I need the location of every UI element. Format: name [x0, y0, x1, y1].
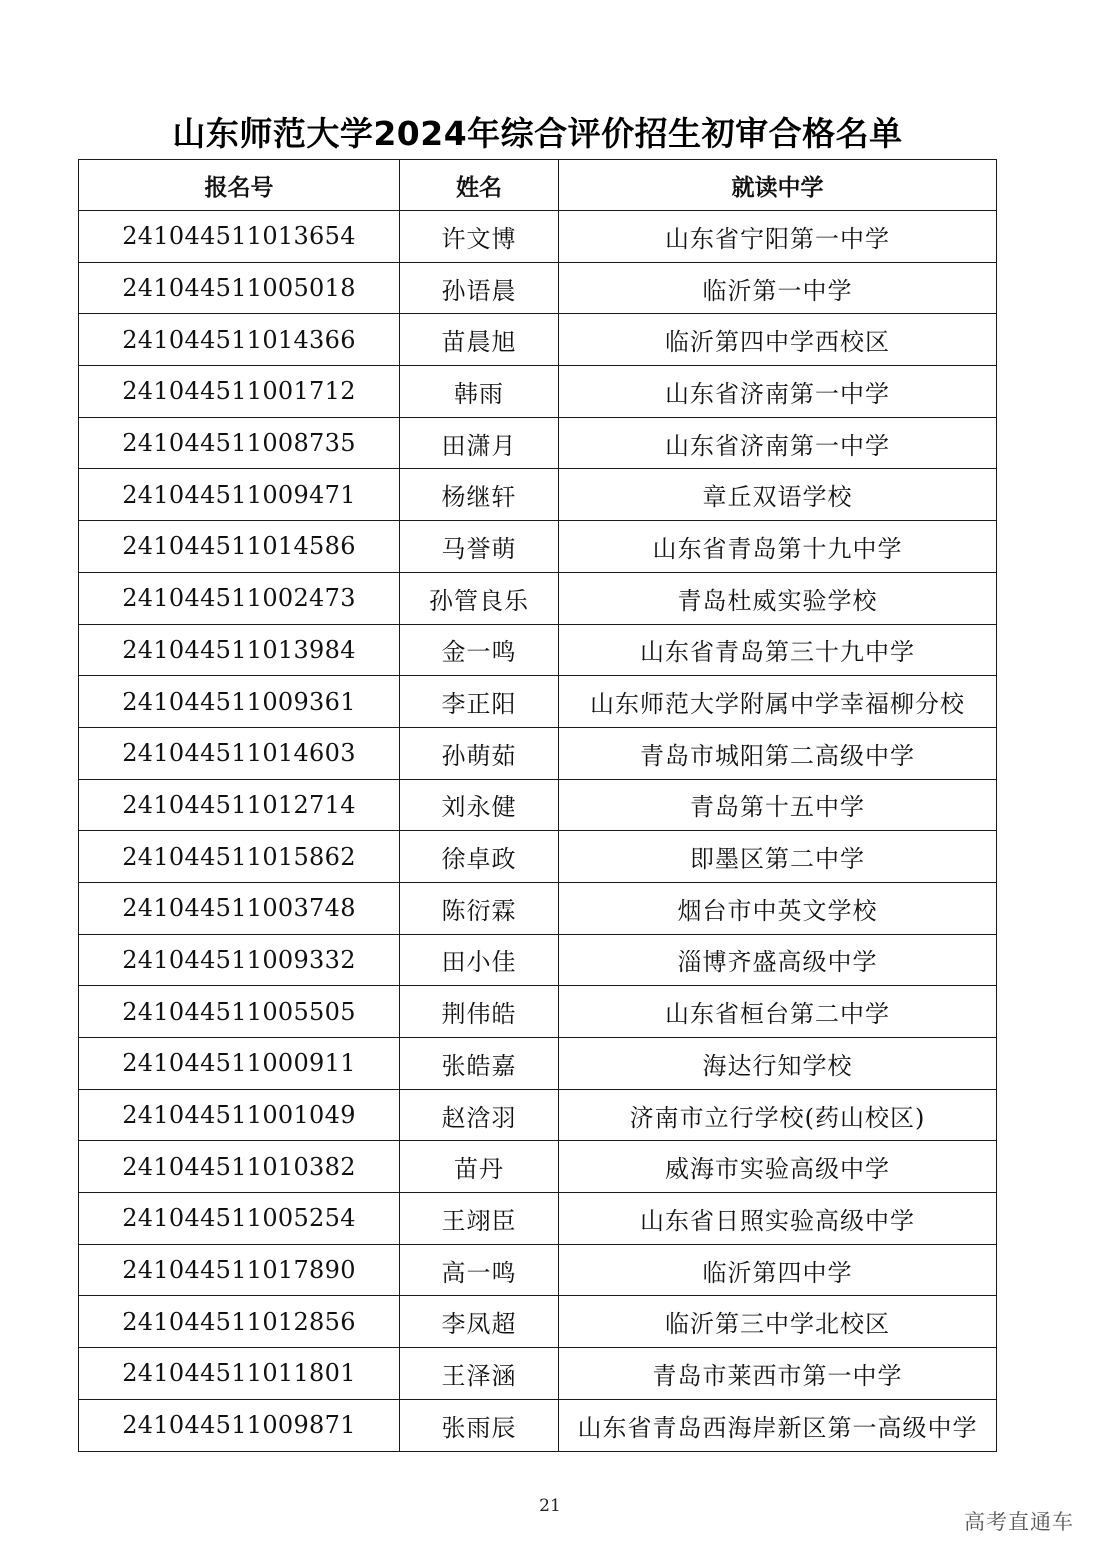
school-cell: 烟台市中英文学校 — [559, 882, 997, 934]
name-cell: 王翊臣 — [400, 1193, 559, 1245]
table-row — [79, 521, 997, 573]
registration-number-cell: 241044511010382 — [79, 1141, 400, 1193]
table-row — [79, 1296, 997, 1348]
name-cell: 张皓嘉 — [400, 1038, 559, 1090]
name-cell: 孙萌茹 — [400, 727, 559, 779]
name-cell: 马誉萌 — [400, 521, 559, 573]
name-cell: 张雨辰 — [400, 1399, 559, 1451]
table-row — [79, 469, 997, 521]
registration-number-cell: 241044511012856 — [79, 1296, 400, 1348]
name-cell: 韩雨 — [400, 366, 559, 418]
school-cell: 山东省桓台第二中学 — [559, 986, 997, 1038]
header-registration-number: 报名号 — [79, 160, 400, 211]
name-cell: 苗丹 — [400, 1141, 559, 1193]
table-row — [79, 1089, 997, 1141]
name-cell: 刘永健 — [400, 779, 559, 831]
table-row — [79, 572, 997, 624]
registration-number-cell: 241044511005505 — [79, 986, 400, 1038]
registration-number-cell: 241044511003748 — [79, 882, 400, 934]
table-row — [79, 1141, 997, 1193]
registration-number-cell: 241044511014586 — [79, 521, 400, 573]
table-body — [79, 211, 997, 1452]
table-row — [79, 417, 997, 469]
school-cell: 山东省济南第一中学 — [559, 366, 997, 418]
table-row — [79, 934, 997, 986]
name-cell: 徐卓政 — [400, 831, 559, 883]
school-cell: 青岛市莱西市第一中学 — [559, 1348, 997, 1400]
school-cell: 章丘双语学校 — [559, 469, 997, 521]
name-cell: 陈衍霖 — [400, 882, 559, 934]
page-number: 21 — [539, 1496, 561, 1516]
table-row — [79, 1038, 997, 1090]
registration-number-cell: 241044511011801 — [79, 1348, 400, 1400]
table-row — [79, 314, 997, 366]
school-cell: 临沂第四中学西校区 — [559, 314, 997, 366]
table-row — [79, 624, 997, 676]
registration-number-cell: 241044511005254 — [79, 1193, 400, 1245]
table-row — [79, 1399, 997, 1451]
school-cell: 山东省青岛第十九中学 — [559, 521, 997, 573]
registration-number-cell: 241044511015862 — [79, 831, 400, 883]
name-cell: 孙管良乐 — [400, 572, 559, 624]
school-cell: 山东省青岛西海岸新区第一高级中学 — [559, 1399, 997, 1451]
school-cell: 山东省青岛第三十九中学 — [559, 624, 997, 676]
school-cell: 青岛杜威实验学校 — [559, 572, 997, 624]
registration-number-cell: 241044511001712 — [79, 366, 400, 418]
school-cell: 山东省宁阳第一中学 — [559, 211, 997, 263]
registration-number-cell: 241044511009871 — [79, 1399, 400, 1451]
name-cell: 苗晨旭 — [400, 314, 559, 366]
header-school: 就读中学 — [559, 160, 997, 211]
roster-table — [78, 159, 997, 1452]
school-cell: 海达行知学校 — [559, 1038, 997, 1090]
header-name: 姓名 — [400, 160, 559, 211]
table-row — [79, 262, 997, 314]
registration-number-cell: 241044511013654 — [79, 211, 400, 263]
registration-number-cell: 241044511014603 — [79, 727, 400, 779]
school-cell: 临沂第四中学 — [559, 1244, 997, 1296]
name-cell: 王泽涵 — [400, 1348, 559, 1400]
name-cell: 田小佳 — [400, 934, 559, 986]
watermark: 高考直通车 — [964, 1510, 1074, 1534]
school-cell: 山东省日照实验高级中学 — [559, 1193, 997, 1245]
school-cell: 青岛第十五中学 — [559, 779, 997, 831]
table-row — [79, 882, 997, 934]
school-cell: 威海市实验高级中学 — [559, 1141, 997, 1193]
school-cell: 青岛市城阳第二高级中学 — [559, 727, 997, 779]
name-cell: 高一鸣 — [400, 1244, 559, 1296]
registration-number-cell: 241044511005018 — [79, 262, 400, 314]
school-cell: 淄博齐盛高级中学 — [559, 934, 997, 986]
registration-number-cell: 241044511014366 — [79, 314, 400, 366]
school-cell: 临沂第一中学 — [559, 262, 997, 314]
registration-number-cell: 241044511009471 — [79, 469, 400, 521]
school-cell: 济南市立行学校(药山校区) — [559, 1089, 997, 1141]
table-row — [79, 1193, 997, 1245]
registration-number-cell: 241044511008735 — [79, 417, 400, 469]
registration-number-cell: 241044511013984 — [79, 624, 400, 676]
table-row — [79, 1348, 997, 1400]
table-header-row — [79, 160, 997, 211]
registration-number-cell: 241044511009332 — [79, 934, 400, 986]
table-row — [79, 779, 997, 831]
name-cell: 杨继轩 — [400, 469, 559, 521]
school-cell: 山东省济南第一中学 — [559, 417, 997, 469]
registration-number-cell: 241044511009361 — [79, 676, 400, 728]
name-cell: 荆伟皓 — [400, 986, 559, 1038]
name-cell: 孙语晨 — [400, 262, 559, 314]
table-row — [79, 211, 997, 263]
table-row — [79, 1244, 997, 1296]
name-cell: 许文博 — [400, 211, 559, 263]
registration-number-cell: 241044511012714 — [79, 779, 400, 831]
registration-number-cell: 241044511002473 — [79, 572, 400, 624]
table-row — [79, 366, 997, 418]
name-cell: 金一鸣 — [400, 624, 559, 676]
name-cell: 李凤超 — [400, 1296, 559, 1348]
page-title: 山东师范大学2024年综合评价招生初审合格名单 — [172, 114, 903, 153]
name-cell: 李正阳 — [400, 676, 559, 728]
name-cell: 田潇月 — [400, 417, 559, 469]
table-row — [79, 986, 997, 1038]
name-cell: 赵浛羽 — [400, 1089, 559, 1141]
registration-number-cell: 241044511001049 — [79, 1089, 400, 1141]
school-cell: 山东师范大学附属中学幸福柳分校 — [559, 676, 997, 728]
table-row — [79, 831, 997, 883]
table-row — [79, 676, 997, 728]
school-cell: 临沂第三中学北校区 — [559, 1296, 997, 1348]
school-cell: 即墨区第二中学 — [559, 831, 997, 883]
registration-number-cell: 241044511000911 — [79, 1038, 400, 1090]
registration-number-cell: 241044511017890 — [79, 1244, 400, 1296]
table-row — [79, 727, 997, 779]
